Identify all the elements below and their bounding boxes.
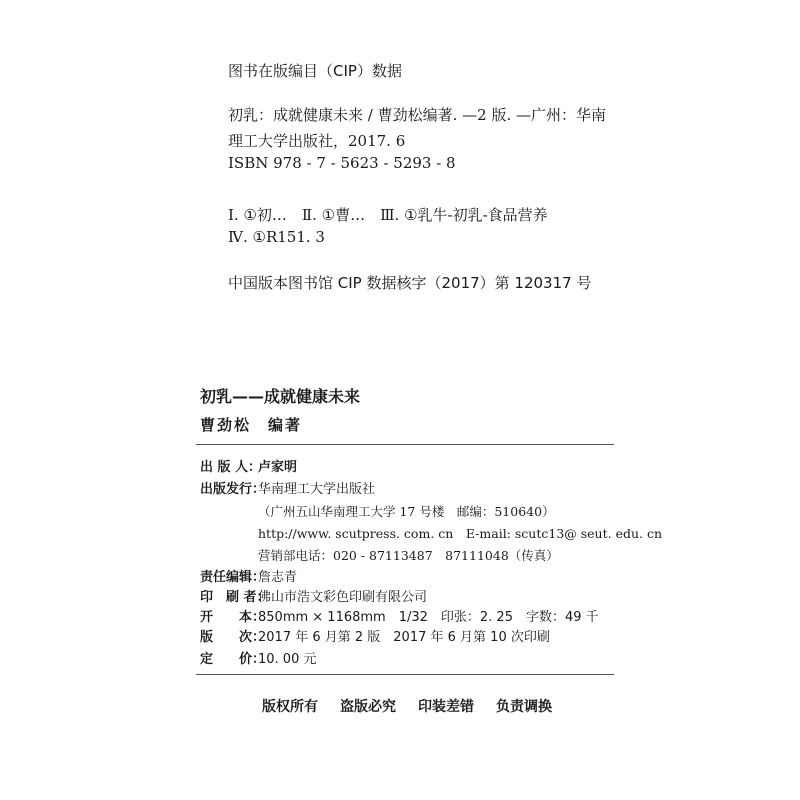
distribution-row [200, 480, 375, 500]
cip-isbn: ISBN 978 - 7 - 5623 - 5293 - 8 [228, 154, 456, 172]
publisher-person-row [200, 458, 297, 478]
editor-value: 詹志青 [258, 570, 298, 585]
format-row [200, 608, 599, 628]
cip-entry-line2: 理工大学出版社，2017. 6 [228, 132, 406, 150]
edition-label: 版 次： [200, 630, 266, 645]
book-author: 曹劲松 编著 [200, 416, 303, 434]
price-label: 定 价： [200, 652, 266, 667]
price-value: 10. 00 元 [258, 652, 317, 667]
cip-entry-line1: 初乳：成就健康未来 / 曹劲松编著. —2 版. —广州：华南 [228, 106, 606, 124]
edition-value: 2017 年 6 月第 2 版 2017 年 6 月第 10 次印刷 [258, 630, 550, 645]
exchange-text: 负责调换 [496, 699, 552, 715]
cip-subjects-line2: Ⅳ. ①R151. 3 [228, 228, 325, 246]
format-label: 开 本： [200, 610, 266, 625]
piracy-text: 盗版必究 [340, 699, 396, 715]
divider-top [196, 444, 614, 445]
format-value: 850mm × 1168mm 1/32 印张：2. 25 字数：49 千 [258, 610, 599, 625]
printer-value: 佛山市浩文彩色印刷有限公司 [258, 590, 428, 605]
publisher-web-email: http://www. scutpress. com. cn E-mail: scutc13@ seut. edu. cn [258, 526, 663, 541]
misprint-text: 印装差错 [418, 699, 474, 715]
price-row [200, 650, 316, 670]
sales-phone: 营销部电话：020 - 87113487 87111048（传真） [258, 548, 559, 563]
copyright-text: 版权所有 [262, 699, 318, 715]
editor-label: 责任编辑： [200, 570, 266, 585]
copyright-notice [262, 696, 574, 716]
distribution-label: 出版发行： [200, 482, 266, 497]
edition-row [200, 628, 550, 648]
printer-label: 印 刷 者： [200, 590, 270, 605]
cip-record-number: 中国版本图书馆 CIP 数据核字（2017）第 120317 号 [228, 274, 592, 292]
distribution-value: 华南理工大学出版社 [258, 482, 376, 497]
printer-row [200, 588, 427, 608]
editor-row [200, 568, 297, 588]
cip-subjects-line1: Ⅰ. ①初… Ⅱ. ①曹… Ⅲ. ①乳牛-初乳-食品营养 [228, 206, 548, 224]
publisher-person-value: 卢家明 [258, 460, 298, 475]
publisher-address: （广州五山华南理工大学 17 号楼 邮编：510640） [258, 504, 555, 519]
publisher-person-label: 出 版 人： [200, 460, 262, 475]
book-title: 初乳——成就健康未来 [200, 387, 361, 406]
divider-bottom [196, 674, 614, 675]
cip-title: 图书在版编目（CIP）数据 [228, 62, 402, 80]
